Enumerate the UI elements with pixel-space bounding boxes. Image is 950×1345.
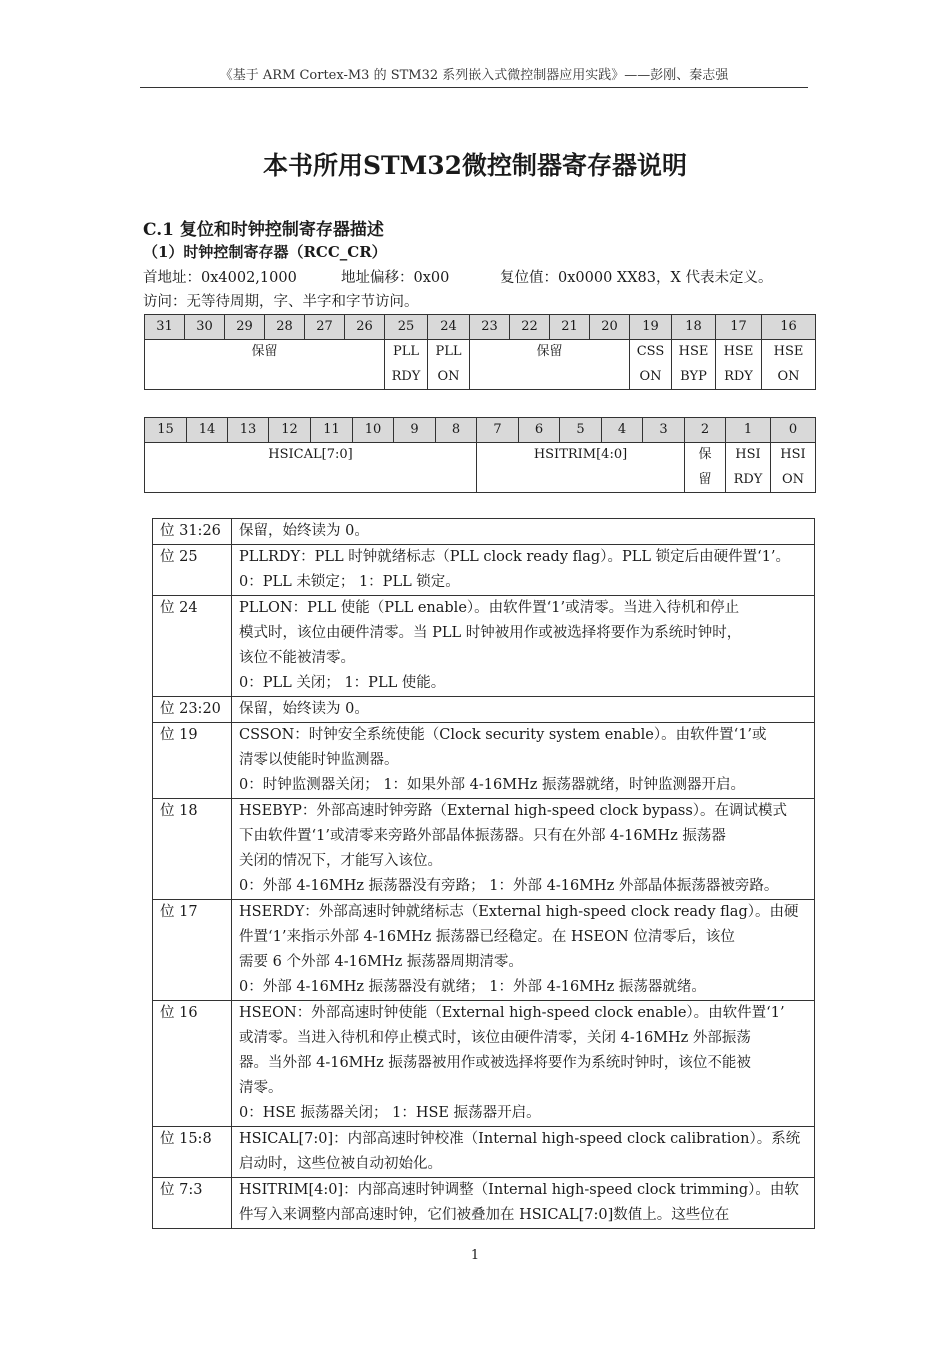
access-info: 访问：无等待周期，字、半字和字节访问。: [143, 294, 419, 310]
page-title: 本书所用STM32微控制器寄存器说明: [262, 151, 688, 180]
bit-description: [232, 723, 815, 799]
bit-number: 5: [560, 418, 602, 443]
bit-range: 位 19: [153, 723, 232, 799]
bit-description: [232, 545, 815, 596]
bit-number: 19: [630, 315, 672, 340]
base-address: 首地址：0x4002,1000: [143, 270, 297, 286]
bit-number: 2: [685, 418, 726, 443]
bit-description-table: [152, 518, 815, 1229]
description-row: [153, 697, 815, 723]
description-line: 启动时，这些位被自动初始化。: [239, 1156, 442, 1172]
bit-number: 11: [311, 418, 353, 443]
bit-number: 25: [385, 315, 428, 340]
description-line: 清零。: [239, 1080, 283, 1096]
bit-number: 6: [519, 418, 560, 443]
subsection-heading: （1）时钟控制寄存器（RCC_CR）: [143, 243, 387, 261]
description-line: 0：PLL 未锁定； 1：PLL 锁定。: [239, 574, 460, 590]
field-hsebyp: HSE BYP: [672, 340, 716, 390]
bit-number: 8: [436, 418, 477, 443]
bit-number: 13: [228, 418, 269, 443]
bit-range: 位 18: [153, 799, 232, 900]
field-csson: CSS ON: [630, 340, 672, 390]
bit-description: [232, 799, 815, 900]
bit-description: [232, 519, 815, 545]
description-line: HSERDY：外部高速时钟就绪标志（External high-speed clock ready flag）。由硬: [239, 904, 799, 920]
description-line: 需要 6 个外部 4-16MHz 振荡器周期清零。: [239, 954, 523, 970]
description-row: [153, 1001, 815, 1127]
description-row: [153, 545, 815, 596]
bit-number: 7: [477, 418, 519, 443]
bit-number: 18: [672, 315, 716, 340]
description-line: 保留，始终读为 0。: [239, 701, 369, 717]
field-hsirdy: HSI RDY: [726, 443, 771, 493]
description-row: [153, 723, 815, 799]
bit-range: 位 25: [153, 545, 232, 596]
register-map-low: [144, 417, 816, 493]
description-line: 0：PLL 关闭； 1：PLL 使能。: [239, 675, 446, 691]
description-row: [153, 519, 815, 545]
field-pllon: PLL ON: [428, 340, 470, 390]
bit-range: 位 31:26: [153, 519, 232, 545]
bit-number: 26: [345, 315, 385, 340]
field-hsical: HSICAL[7:0]: [145, 443, 477, 493]
description-line: HSEON：外部高速时钟使能（External high-speed clock enable）。由软件置‘1’: [239, 1005, 785, 1021]
bit-description: [232, 1127, 815, 1178]
bit-number: 17: [716, 315, 762, 340]
bit-number: 10: [353, 418, 394, 443]
bit-number: 15: [145, 418, 187, 443]
description-row: [153, 900, 815, 1001]
description-line: 保留，始终读为 0。: [239, 523, 369, 539]
bit-number: 9: [394, 418, 436, 443]
bit-range: 位 7:3: [153, 1178, 232, 1229]
field-hserdy: HSE RDY: [716, 340, 762, 390]
bit-number: 28: [265, 315, 305, 340]
bit-number: 16: [762, 315, 816, 340]
description-line: HSICAL[7:0]：内部高速时钟校准（Internal high-speed clock calibration）。系统: [239, 1131, 801, 1147]
field-hseon: HSE ON: [762, 340, 816, 390]
description-line: 清零以使能时钟监测器。: [239, 752, 399, 768]
field-hsitrim: HSITRIM[4:0]: [477, 443, 685, 493]
running-header: 《基于 ARM Cortex-M3 的 STM32 系列嵌入式微控制器应用实践》——彭刚、秦志强: [219, 68, 729, 83]
description-line: PLLRDY：PLL 时钟就绪标志（PLL clock ready flag）。PLL 锁定后由硬件置‘1’。: [239, 549, 791, 565]
description-line: 0：外部 4-16MHz 振荡器没有旁路； 1：外部 4-16MHz 外部晶体振荡器被旁路。: [239, 878, 779, 894]
description-line: 模式时，该位由硬件清零。当 PLL 时钟被用作或被选择将要作为系统时钟时，: [239, 625, 742, 641]
description-row: [153, 596, 815, 697]
page-number: 1: [470, 1248, 480, 1263]
field-pllrdy: PLL RDY: [385, 340, 428, 390]
bit-number: 24: [428, 315, 470, 340]
description-line: 0：HSE 振荡器关闭； 1：HSE 振荡器开启。: [239, 1105, 541, 1121]
description-line: 件写入来调整内部高速时钟，它们被叠加在 HSICAL[7:0]数值上。这些位在: [239, 1207, 730, 1223]
bit-number: 23: [470, 315, 510, 340]
bit-description: [232, 697, 815, 723]
bit-range: 位 16: [153, 1001, 232, 1127]
bit-range: 位 15:8: [153, 1127, 232, 1178]
bit-range: 位 17: [153, 900, 232, 1001]
description-line: 器。当外部 4-16MHz 振荡器被用作或被选择将要作为系统时钟时，该位不能被: [239, 1055, 751, 1071]
description-line: 0：外部 4-16MHz 振荡器没有就绪； 1：外部 4-16MHz 振荡器就绪。: [239, 979, 706, 995]
description-line: 件置‘1’来指示外部 4-16MHz 振荡器已经稳定。在 HSEON 位清零后，该位: [239, 929, 735, 945]
bit-number: 30: [185, 315, 225, 340]
bit-number: 27: [305, 315, 345, 340]
description-line: PLLON：PLL 使能（PLL enable）。由软件置‘1’或清零。当进入待机和停止: [239, 600, 740, 616]
bit-number: 21: [550, 315, 590, 340]
bit-number-row: [145, 315, 816, 340]
bit-number: 0: [771, 418, 816, 443]
bit-number: 22: [510, 315, 550, 340]
bit-number: 3: [643, 418, 685, 443]
field-reserved: 保留: [145, 340, 385, 390]
bit-number: 12: [269, 418, 311, 443]
description-line: CSSON：时钟安全系统使能（Clock security system enable）。由软件置‘1’或: [239, 727, 767, 743]
field-row: [145, 443, 816, 493]
bit-number: 31: [145, 315, 185, 340]
bit-number: 14: [187, 418, 228, 443]
bit-number: 4: [602, 418, 643, 443]
description-line: HSITRIM[4:0]：内部高速时钟调整（Internal high-speed clock trimming）。由软: [239, 1182, 799, 1198]
field-reserved: 保 留: [685, 443, 726, 493]
section-heading: C.1 复位和时钟控制寄存器描述: [143, 220, 384, 240]
header-divider: [140, 87, 808, 88]
bit-number-row: [145, 418, 816, 443]
description-row: [153, 799, 815, 900]
description-line: 0：时钟监测器关闭； 1：如果外部 4-16MHz 振荡器就绪，时钟监测器开启。: [239, 777, 745, 793]
description-line: 关闭的情况下，才能写入该位。: [239, 853, 442, 869]
description-line: HSEBYP：外部高速时钟旁路（External high-speed clock bypass）。在调试模式: [239, 803, 788, 819]
address-offset: 地址偏移：0x00: [341, 270, 450, 286]
field-hsion: HSI ON: [771, 443, 816, 493]
bit-description: [232, 1178, 815, 1229]
bit-range: 位 23:20: [153, 697, 232, 723]
bit-number: 29: [225, 315, 265, 340]
description-line: 或清零。当进入待机和停止模式时，该位由硬件清零，关闭 4-16MHz 外部振荡: [239, 1030, 751, 1046]
description-row: [153, 1178, 815, 1229]
bit-description: [232, 900, 815, 1001]
bit-description: [232, 1001, 815, 1127]
bit-number: 1: [726, 418, 771, 443]
description-line: 下由软件置‘1’或清零来旁路外部晶体振荡器。只有在外部 4-16MHz 振荡器: [239, 828, 726, 844]
register-map-high: [144, 314, 816, 390]
reset-value: 复位值：0x0000 XX83，X 代表未定义。: [500, 270, 773, 286]
description-row: [153, 1127, 815, 1178]
bit-range: 位 24: [153, 596, 232, 697]
bit-number: 20: [590, 315, 630, 340]
field-row: [145, 340, 816, 390]
description-line: 该位不能被清零。: [239, 650, 355, 666]
bit-description: [232, 596, 815, 697]
field-reserved: 保留: [470, 340, 630, 390]
